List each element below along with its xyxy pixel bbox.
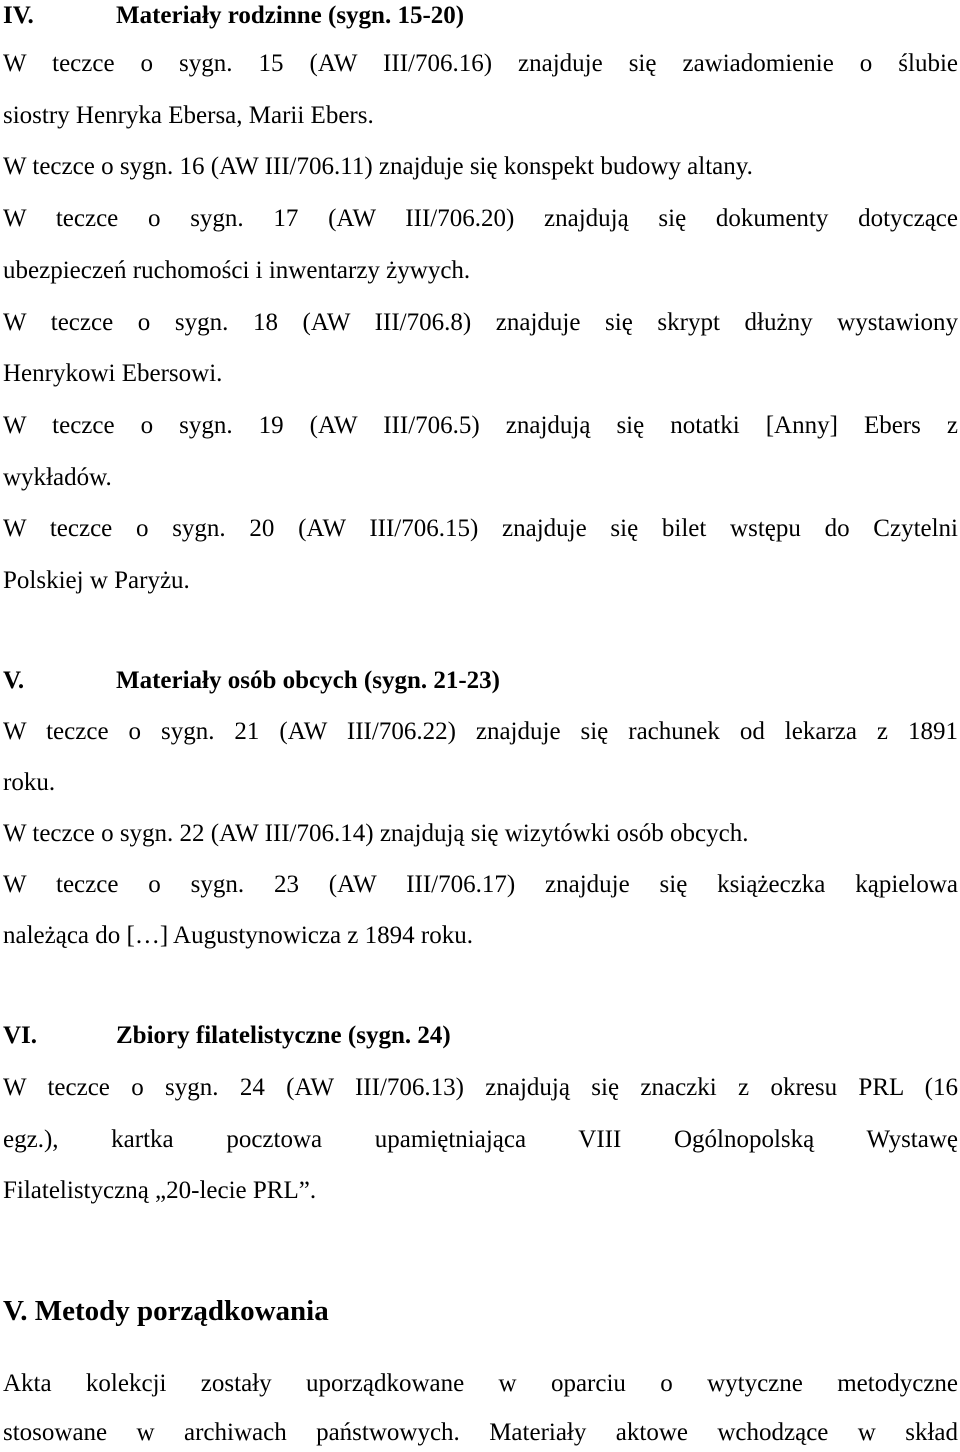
text-line: siostry Henryka Ebersa, Marii Ebers.	[3, 102, 374, 129]
text-line: roku.	[3, 769, 56, 796]
text-line: egz.), kartka pocztowa upamiętniająca VIII Ogólnopolską Wystawę	[3, 1126, 958, 1153]
text-line: należąca do […] Augustynowicza z 1894 roku.	[3, 922, 473, 949]
section-number: V.	[3, 667, 25, 694]
text-line: W teczce o sygn. 21 (AW III/706.22) znajduje się rachunek od lekarza z 1891	[3, 718, 958, 745]
text-line: Henrykowi Ebersowi.	[3, 360, 223, 387]
text-line: Akta kolekcji zostały uporządkowane w oparciu o wytyczne metodyczne	[3, 1370, 958, 1397]
text-line: Polskiej w Paryżu.	[3, 567, 190, 594]
section-number: VI.	[3, 1022, 38, 1049]
section-heading-v	[3, 666, 500, 696]
text-line: wykładów.	[3, 464, 112, 491]
text-line: W teczce o sygn. 20 (AW III/706.15) znajduje się bilet wstępu do Czytelni	[3, 515, 958, 542]
text-line: W teczce o sygn. 16 (AW III/706.11) znajduje się konspekt budowy altany.	[3, 153, 753, 180]
text-line: W teczce o sygn. 19 (AW III/706.5) znajdują się notatki [Anny] Ebers z	[3, 412, 958, 439]
text-line: W teczce o sygn. 18 (AW III/706.8) znajduje się skrypt dłużny wystawiony	[3, 309, 958, 336]
text-line: stosowane w archiwach państwowych. Materiały aktowe wchodzące w skład	[3, 1419, 958, 1446]
section-title: Zbiory filatelistyczne (sygn. 24)	[116, 1022, 451, 1049]
text-line: Filatelistyczną „20-lecie PRL”.	[3, 1177, 317, 1204]
section-number: IV.	[3, 2, 34, 29]
section-title: Materiały osób obcych (sygn. 21-23)	[116, 667, 500, 694]
text-line: W teczce o sygn. 24 (AW III/706.13) znajdują się znaczki z okresu PRL (16	[3, 1074, 958, 1101]
section-heading-vi	[3, 1021, 451, 1051]
section-heading-iv	[3, 1, 464, 31]
text-line: W teczce o sygn. 15 (AW III/706.16) znajduje się zawiadomienie o ślubie	[3, 50, 958, 77]
text-line: W teczce o sygn. 17 (AW III/706.20) znajdują się dokumenty dotyczące	[3, 205, 958, 232]
text-line: W teczce o sygn. 22 (AW III/706.14) znajdują się wizytówki osób obcych.	[3, 820, 749, 847]
section-title: Materiały rodzinne (sygn. 15-20)	[116, 2, 465, 29]
text-line: ubezpieczeń ruchomości i inwentarzy żywych.	[3, 257, 471, 284]
methods-heading: V. Metody porządkowania	[3, 1295, 329, 1327]
text-line: W teczce o sygn. 23 (AW III/706.17) znajduje się książeczka kąpielowa	[3, 871, 958, 898]
